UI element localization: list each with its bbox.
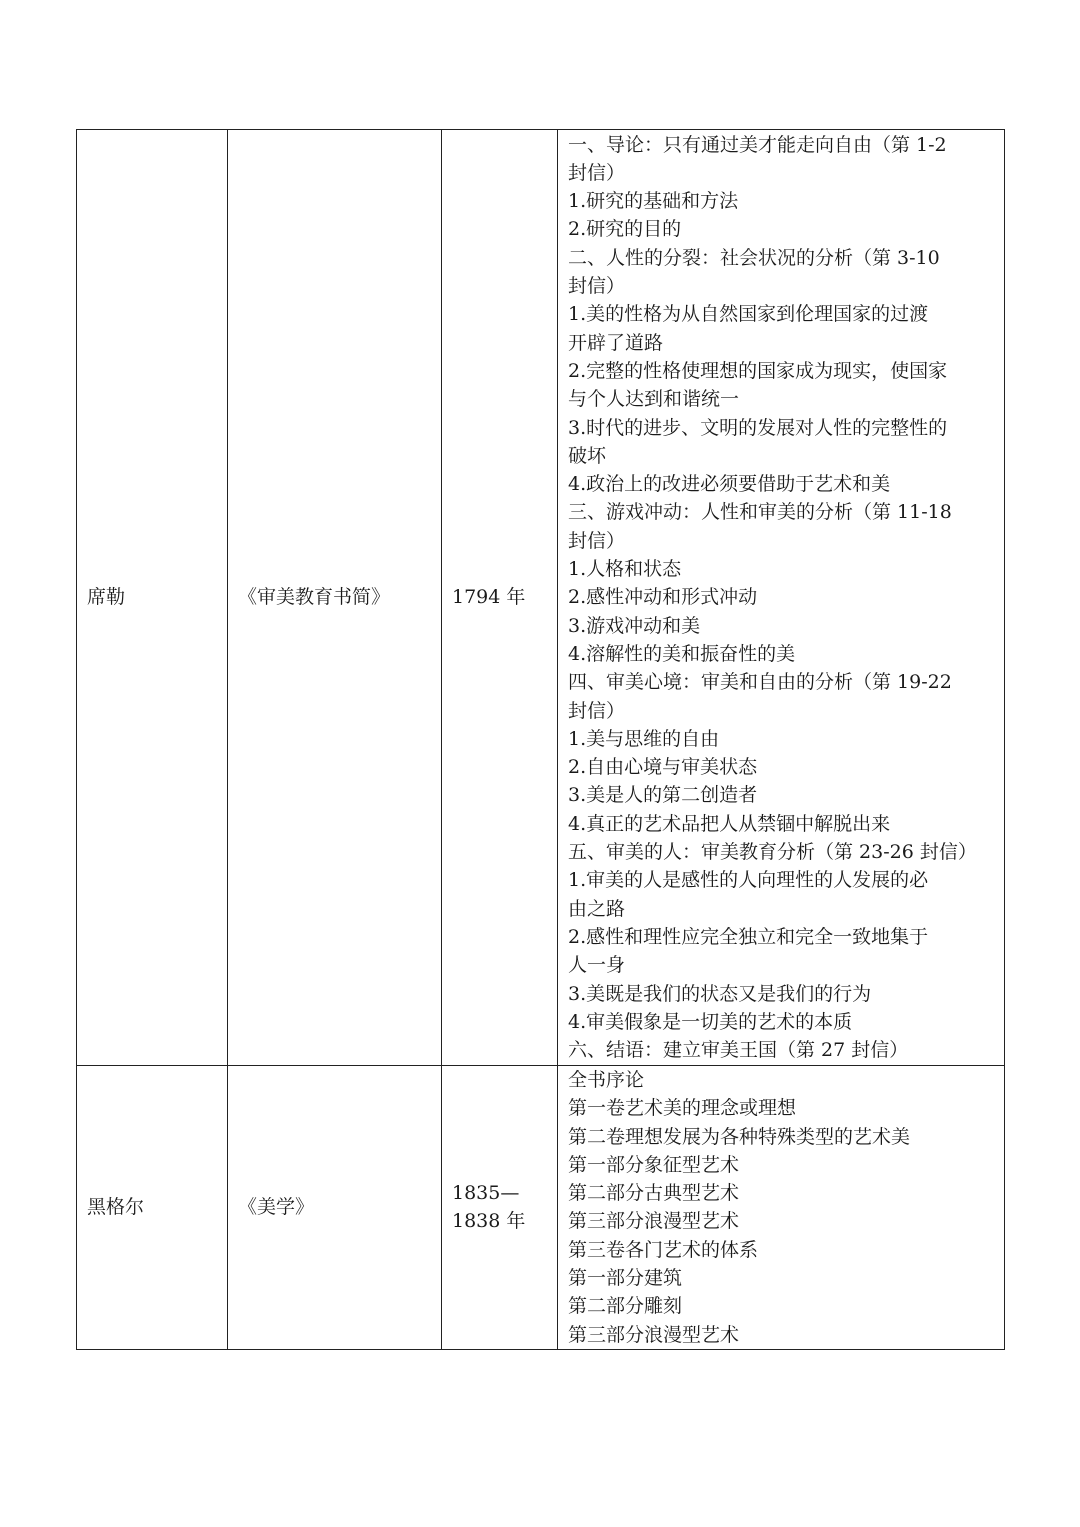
contents-line: 3.美是人的第二创造者	[568, 784, 758, 807]
contents-line: 封信）	[568, 161, 626, 184]
year-cell	[442, 130, 558, 1066]
contents-line: 2.自由心境与审美状态	[568, 756, 758, 779]
year-line: 1794 年	[452, 586, 526, 609]
author-cell	[77, 130, 228, 1066]
contents-line: 4.政治上的改进必须要借助于艺术和美	[568, 473, 891, 496]
year-cell	[442, 1066, 558, 1350]
author-name: 黑格尔	[87, 1196, 145, 1219]
contents-line: 1.审美的人是感性的人向理性的人发展的必	[568, 869, 929, 892]
contents-line: 三、游戏冲动：人性和审美的分析（第 11-18	[568, 501, 952, 524]
contents-line: 四、审美心境：审美和自由的分析（第 19-22	[568, 671, 952, 694]
contents-line: 第三部分浪漫型艺术	[568, 1323, 740, 1346]
contents-line: 五、审美的人：审美教育分析（第 23-26 封信）	[568, 841, 977, 864]
year-line: 1838 年	[452, 1210, 526, 1233]
work-cell	[228, 1066, 442, 1350]
contents-line: 第三卷各门艺术的体系	[568, 1238, 759, 1261]
contents-line: 1.研究的基础和方法	[568, 190, 739, 213]
author-cell	[77, 1066, 228, 1350]
contents-line: 封信）	[568, 699, 626, 722]
contents-line: 2.感性和理性应完全独立和完全一致地集于	[568, 925, 929, 948]
contents-line: 2.完整的性格使理想的国家成为现实，使国家	[568, 359, 948, 382]
contents-line: 1.美的性格为从自然国家到伦理国家的过渡	[568, 303, 929, 326]
table-row	[77, 130, 1005, 1066]
table-row	[77, 1066, 1005, 1350]
contents-line: 与个人达到和谐统一	[568, 388, 740, 411]
contents-line: 第三部分浪漫型艺术	[568, 1210, 740, 1233]
contents-line: 全书序论	[568, 1069, 645, 1091]
contents-line: 二、人性的分裂：社会状况的分析（第 3-10	[568, 246, 940, 269]
contents-line: 1.人格和状态	[568, 558, 682, 581]
contents-line: 第二部分雕刻	[568, 1295, 683, 1318]
contents-line: 第一卷艺术美的理念或理想	[568, 1097, 797, 1120]
contents-line: 1.美与思维的自由	[568, 727, 720, 750]
contents-line: 3.游戏冲动和美	[568, 614, 701, 637]
contents-line: 3.时代的进步、文明的发展对人性的完整性的	[568, 416, 948, 439]
contents-line: 第一部分象征型艺术	[568, 1153, 740, 1176]
contents-line: 由之路	[568, 897, 626, 920]
contents-line: 开辟了道路	[568, 331, 664, 354]
author-name: 席勒	[87, 586, 126, 609]
contents-line: 六、结语：建立审美王国（第 27 封信）	[568, 1039, 909, 1062]
contents-line: 2.研究的目的	[568, 218, 682, 241]
contents-line: 封信）	[568, 529, 626, 552]
contents-line: 3.美既是我们的状态又是我们的行为	[568, 982, 872, 1005]
contents-line: 第一部分建筑	[568, 1267, 683, 1290]
contents-line: 4.溶解性的美和振奋性的美	[568, 642, 796, 665]
work-title: 《美学》	[238, 1196, 315, 1219]
contents-cell	[558, 130, 1005, 1066]
contents-line: 人一身	[568, 954, 626, 977]
contents-line: 封信）	[568, 275, 626, 298]
work-cell	[228, 130, 442, 1066]
contents-line: 2.感性冲动和形式冲动	[568, 586, 758, 609]
contents-line: 4.审美假象是一切美的艺术的本质	[568, 1010, 853, 1033]
contents-line: 破坏	[568, 444, 607, 467]
contents-line: 第二卷理想发展为各种特殊类型的艺术美	[568, 1125, 911, 1148]
contents-line: 第二部分古典型艺术	[568, 1182, 740, 1205]
works-table	[76, 129, 1005, 1350]
work-title: 《审美教育书简》	[238, 586, 391, 609]
contents-line: 4.真正的艺术品把人从禁锢中解脱出来	[568, 812, 891, 835]
contents-cell	[558, 1066, 1005, 1350]
year-line: 1835—	[452, 1182, 520, 1205]
contents-line: 一、导论：只有通过美才能走向自由（第 1-2	[568, 133, 947, 156]
